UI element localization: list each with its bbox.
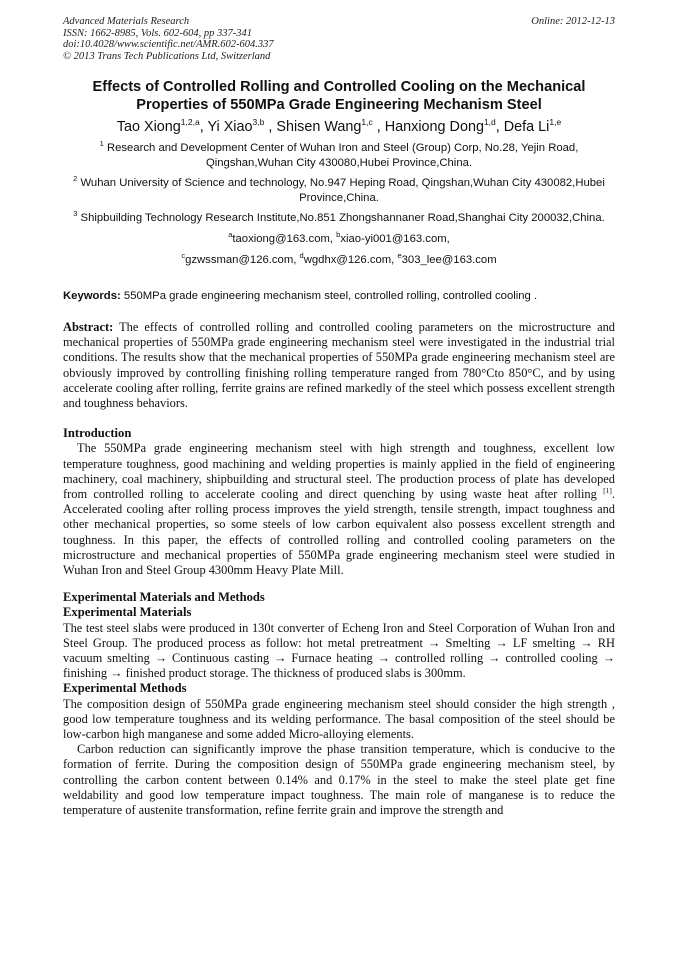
- carbon-paragraph: Carbon reduction can significantly improve the phase transition temperature, which is conducive to the formation of ferrite. During the composition design of 550MPa grade engineering mechanism steel, by controlling the carbon content between 0.14% and 0.17% in the steel to make the steel plate get fine weldability and good low temperature impact toughness. The main role of manganese is to reduce the temperature of austenite transformation, refine ferrite grain and improve the strength and: [63, 742, 615, 818]
- methods-paragraph: The composition design of 550MPa grade engineering mechanism steel should consider the high strength , good low temperature toughness and its welding performance. The basal composition of the steel should be low-carbon high manganese and some added Micro-alloying elements.: [63, 696, 615, 742]
- email-marker: d: [299, 251, 304, 260]
- journal-header: [63, 16, 615, 62]
- methods-heading: Experimental Materials and Methods: [63, 590, 265, 605]
- email-marker: b: [336, 230, 341, 239]
- author-name: Tao Xiong: [116, 119, 181, 135]
- author-separator: ,: [264, 119, 277, 135]
- introduction-paragraph: [63, 441, 615, 578]
- author-separator: ,: [495, 119, 504, 135]
- doi-line[interactable]: doi:10.4028/www.scientific.net/AMR.602-604.337: [63, 39, 274, 50]
- author-name: Hanxiong Dong: [384, 119, 484, 135]
- methods-subheading: Experimental Methods: [63, 681, 187, 696]
- author-separator: ,: [372, 119, 385, 135]
- author-name: Defa Li: [503, 119, 550, 135]
- online-date: Online: 2012-12-13: [531, 16, 615, 27]
- intro-text-part-2: . Accelerated cooling after rolling process improves the yield strength, tensile strength, impact toughness and other mechanical properties, so some steels of low carbon equivalent also possess excellent strength and toughness. In this paper, the effects of controlled rolling and controlled cooling parameters on the microstructure and mechanical properties of 550MPa grade engineering mechanism steel were studied in Wuhan Iron and Steel Group 4300mm Heavy Plate Mill.: [63, 487, 615, 578]
- abstract-text: The effects of controlled rolling and controlled cooling parameters on the microstructure and mechanical properties of 550MPa grade engineering mechanism steel were investigated in the industrial trial conditions. The results show that the mechanical properties of 550MPa grade engineering mechanism steel are obviously improved by controlling finishing rolling temperature ranged from 780°Cto 850°C, and by using accelerate cooling after rolling, ferrite grains are refined markedly of the steel which possess excellent strength and toughness behaviors.: [63, 320, 615, 411]
- materials-paragraph: The test steel slabs were produced in 130t converter of Echeng Iron and Steel Corporation of Wuhan Iron and Steel Group. The produced process as follow: hot metal pretreatment → Smelting → LF smelting → RH vacuum smelting → Continuous casting → Furnace heating → controlled rolling → controlled cooling → finishing → finished product storage. The thickness of produced slabs is 300mm.: [63, 620, 615, 681]
- email-line-1: [63, 232, 615, 247]
- email-d[interactable]: wgdhx@126.com,: [303, 254, 395, 266]
- citation-ref[interactable]: [1]: [603, 486, 612, 496]
- author-affiliation-sup: 1,2,a: [180, 117, 200, 127]
- affiliation-number: 1: [99, 139, 104, 148]
- abstract-label: Abstract:: [63, 320, 114, 334]
- email-marker: e: [397, 251, 402, 260]
- abstract: [63, 320, 615, 411]
- affiliation-number: 3: [73, 209, 78, 218]
- author-affiliation-sup: 1,c: [361, 117, 373, 127]
- issn-line: ISSN: 1662-8985, Vols. 602-604, pp 337-341: [63, 27, 252, 39]
- email-c[interactable]: gzwssman@126.com,: [185, 254, 297, 266]
- materials-subheading: Experimental Materials: [63, 605, 192, 620]
- author-separator: ,: [199, 119, 208, 135]
- affiliation-number: 2: [73, 174, 78, 183]
- email-a[interactable]: taoxiong@163.com,: [232, 233, 334, 245]
- intro-text-part-1: The 550MPa grade engineering mechanism steel with high strength and toughness, excellent low temperature toughness, good machining and welding properties is mainly applied in the field of engineering machinery, coal machinery, shipbuilding and structural steel. The production process of plate has developed from controlled rolling to accelerate cooling and direct quenching by using waste heat after rolling: [63, 441, 615, 502]
- paper-title: Effects of Controlled Rolling and Controlled Cooling on the Mechanical Properties of 550MPa Grade Engineering Mechanism Steel: [92, 79, 586, 113]
- copyright-line: © 2013 Trans Tech Publications Ltd, Switzerland: [63, 50, 271, 62]
- email-marker: c: [181, 251, 186, 260]
- author-affiliation-sup: 3,b: [252, 117, 265, 127]
- keywords-text: 550MPa grade engineering mechanism steel, controlled rolling, controlled cooling .: [123, 290, 538, 302]
- email-marker: a: [228, 230, 233, 239]
- email-b[interactable]: xiao-yi001@163.com,: [340, 233, 450, 245]
- author-name: Yi Xiao: [207, 119, 253, 135]
- author-affiliation-sup: 1,e: [549, 117, 562, 127]
- introduction-heading: Introduction: [63, 426, 132, 441]
- author-list: [63, 118, 615, 136]
- affiliation-3: [63, 211, 615, 226]
- journal-name: Advanced Materials Research: [63, 16, 190, 27]
- affiliation-1: [63, 141, 615, 171]
- affiliation-text: Shipbuilding Technology Research Institute,No.851 Zhongshannaner Road,Shanghai City 200032,China.: [80, 212, 605, 224]
- author-affiliation-sup: 1,d: [483, 117, 496, 127]
- paper-page: [63, 16, 615, 818]
- author-name: Shisen Wang: [276, 119, 362, 135]
- affiliation-text: Research and Development Center of Wuhan Iron and Steel (Group) Corp, No.28, Yejin Road, Qingshan,Wuhan City 430080,Hubei Province,China.: [106, 142, 579, 169]
- email-line-2: [63, 253, 615, 268]
- email-e[interactable]: 303_lee@163.com: [401, 254, 497, 266]
- keywords-label: Keywords:: [63, 290, 121, 302]
- keywords: [63, 289, 615, 304]
- affiliation-text: Wuhan University of Science and technology, No.947 Heping Road, Qingshan,Wuhan City 430082,Hubei Province,China.: [80, 177, 605, 204]
- affiliation-2: [63, 176, 615, 206]
